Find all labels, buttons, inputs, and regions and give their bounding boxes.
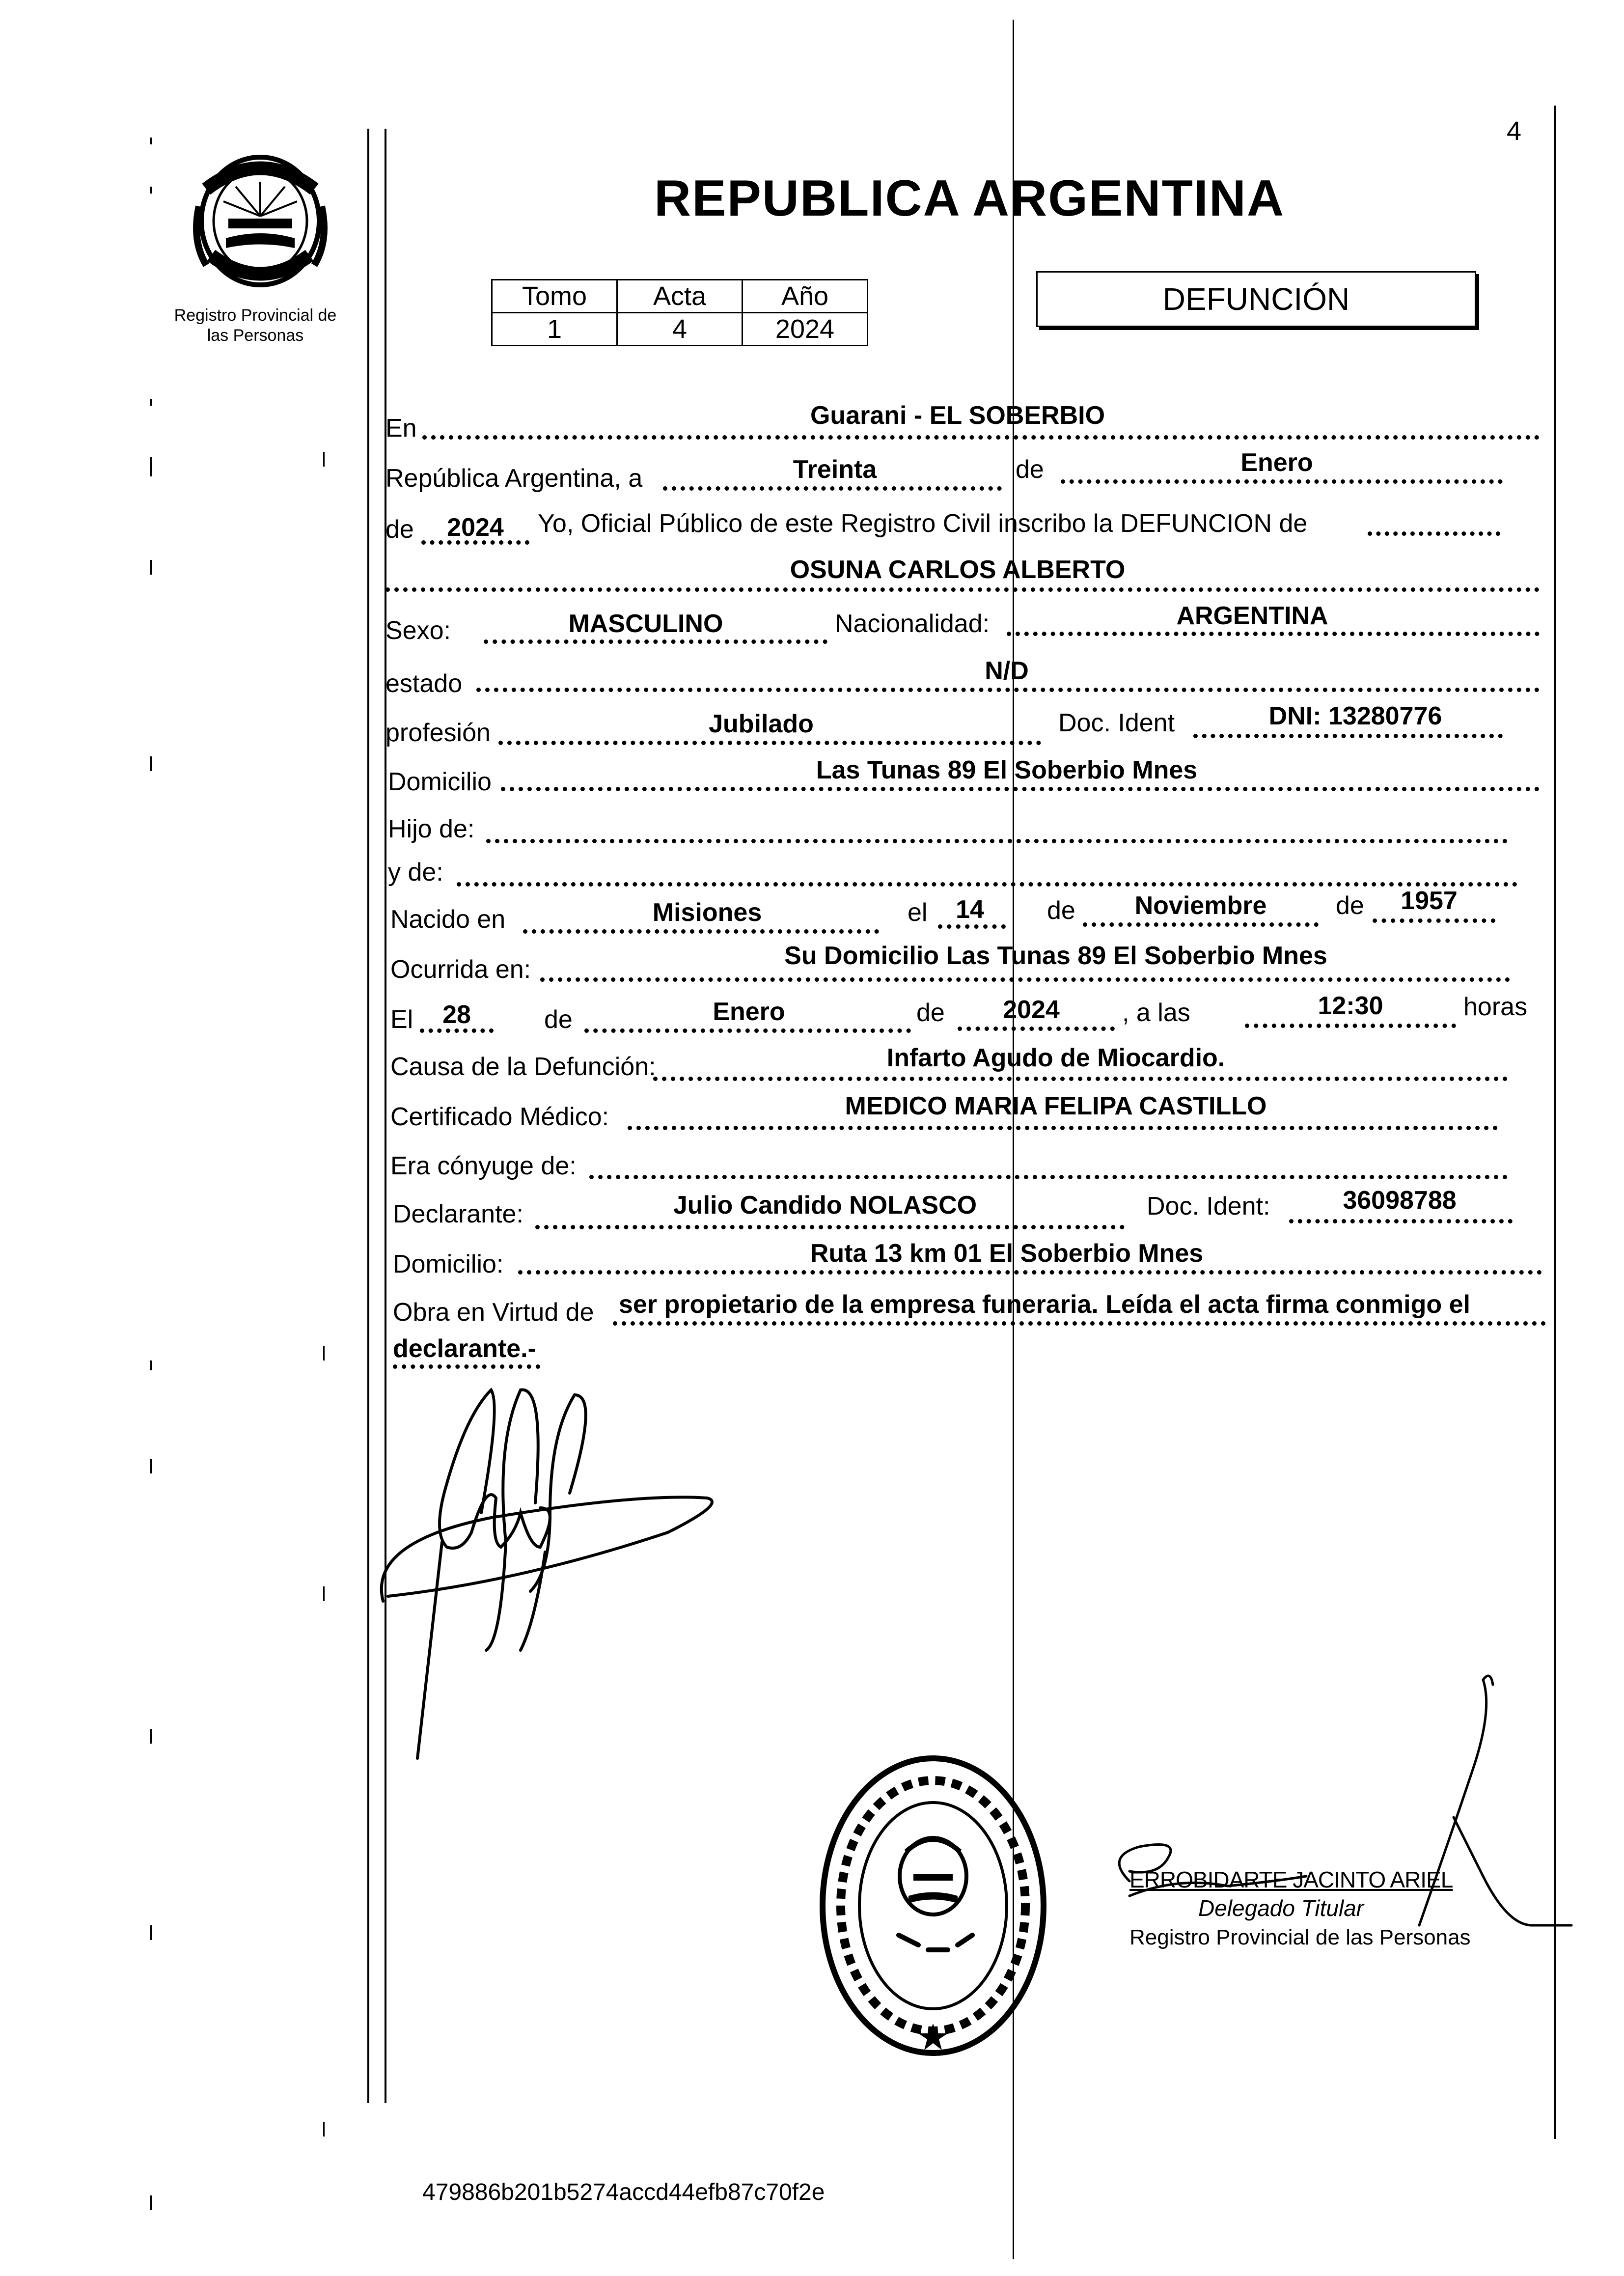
official-institution: Registro Provincial de las Personas — [1129, 1925, 1471, 1949]
estado-label: estado — [385, 669, 463, 698]
day-word: Treinta — [793, 455, 877, 484]
el-label: el — [908, 898, 928, 927]
hijo-label: Hijo de: — [388, 815, 475, 843]
profesion-value: Jubilado — [709, 710, 814, 738]
edge-mark — [150, 1729, 152, 1744]
edge-mark — [150, 187, 152, 194]
page-number: 4 — [1507, 116, 1522, 146]
edge-mark — [150, 399, 152, 406]
anio-value: 2024 — [743, 313, 868, 346]
acta-header: Acta — [617, 280, 743, 313]
certificado-value: MEDICO MARIA FELIPA CASTILLO — [845, 1092, 1267, 1120]
doc-ident-value: DNI: 13280776 — [1268, 702, 1442, 730]
nacido-value: Misiones — [652, 898, 762, 927]
domicilio-label: Domicilio — [388, 768, 492, 796]
birth-year: 1957 — [1401, 887, 1458, 915]
sexo-label: Sexo: — [385, 616, 451, 645]
edge-mark — [150, 560, 152, 575]
de-label-2: de — [385, 515, 414, 544]
registry-stamp — [815, 1749, 1051, 2063]
nacionalidad-label: Nacionalidad: — [835, 610, 990, 638]
birth-day: 14 — [956, 895, 984, 924]
obra-value-line2: declarante.- — [393, 1334, 536, 1363]
birth-month: Noviembre — [1134, 891, 1267, 920]
deceased-name: OSUNA CARLOS ALBERTO — [790, 555, 1126, 584]
decl-domicilio-label: Domicilio: — [393, 1250, 504, 1278]
document-type: DEFUNCIÓN — [1162, 281, 1350, 317]
edge-mark — [150, 1459, 152, 1473]
sexo-value: MASCULINO — [568, 610, 723, 638]
yde-label: y de: — [388, 858, 443, 887]
el-label-2: El — [390, 1005, 413, 1034]
declarante-label: Declarante: — [393, 1200, 523, 1228]
death-time: 12:30 — [1318, 992, 1383, 1020]
ocurrida-value: Su Domicilio Las Tunas 89 El Soberbio Mnes — [784, 942, 1327, 970]
de-label-6: de — [916, 999, 945, 1027]
estado-value: N/D — [985, 657, 1029, 685]
month-value: Enero — [1240, 448, 1313, 477]
obra-value-line1: ser propietario de la empresa funeraria. Leída el acta firma conmigo el — [619, 1290, 1470, 1319]
nacionalidad-value: ARGENTINA — [1176, 602, 1328, 630]
conyuge-label: Era cónyuge de: — [390, 1152, 577, 1180]
institution-label: Registro Provincial de las Personas — [174, 306, 337, 345]
edge-mark — [323, 1586, 325, 1601]
left-margin-rule-outer — [367, 129, 369, 2103]
obra-label: Obra en Virtud de — [393, 1298, 594, 1327]
de-label-3: de — [1047, 896, 1075, 925]
doc-ident-label: Doc. Ident — [1058, 709, 1175, 737]
edge-mark — [150, 138, 152, 144]
edge-mark — [323, 2122, 325, 2137]
document-title: REPUBLICA ARGENTINA — [654, 170, 1285, 227]
decl-doc-label: Doc. Ident: — [1147, 1192, 1270, 1221]
edge-mark — [150, 756, 152, 771]
death-year: 2024 — [1003, 996, 1060, 1024]
official-name: ERROBIDARTE JACINTO ARIEL — [1129, 1867, 1453, 1892]
edge-mark — [150, 457, 152, 476]
alas-label: , a las — [1122, 999, 1190, 1027]
domicilio-value: Las Tunas 89 El Soberbio Mnes — [816, 756, 1198, 784]
ocurrida-label: Ocurrida en: — [390, 955, 531, 984]
tomo-header: Tomo — [492, 280, 617, 313]
en-value: Guarani - EL SOBERBIO — [810, 401, 1105, 430]
edge-mark — [323, 1346, 325, 1360]
edge-mark — [150, 1360, 152, 1370]
acta-value: 4 — [617, 313, 743, 346]
declarante-value: Julio Candido NOLASCO — [673, 1191, 977, 1220]
statement-text: Yo, Oficial Público de este Registro Civil inscribo la DEFUNCION de — [538, 509, 1308, 538]
document-hash: 479886b201b5274accd44efb87c70f2e — [422, 2179, 825, 2205]
de-label-1: de — [1016, 455, 1044, 484]
en-label: En — [385, 414, 417, 443]
decl-domicilio-value: Ruta 13 km 01 El Soberbio Mnes — [810, 1239, 1204, 1268]
causa-label: Causa de la Defunción: — [390, 1053, 656, 1081]
decl-doc-value: 36098788 — [1343, 1186, 1457, 1215]
edge-mark — [150, 1925, 152, 1940]
profesion-label: profesión — [385, 719, 491, 747]
death-month: Enero — [713, 998, 785, 1026]
registry-table — [491, 279, 868, 346]
province-emblem-icon — [187, 142, 334, 290]
document-type-box — [1036, 271, 1476, 327]
de-label-5: de — [544, 1005, 573, 1034]
tomo-value: 1 — [492, 313, 617, 346]
de-label-4: de — [1336, 891, 1364, 920]
horas-label: horas — [1463, 993, 1528, 1021]
anio-header: Año — [743, 280, 868, 313]
republica-label: República Argentina, a — [385, 464, 643, 493]
year-value: 2024 — [447, 513, 504, 542]
certificado-label: Certificado Médico: — [390, 1103, 609, 1131]
death-day: 28 — [442, 1000, 471, 1029]
edge-mark — [323, 452, 325, 467]
edge-mark — [150, 2195, 152, 2210]
causa-value: Infarto Agudo de Miocardio. — [886, 1044, 1225, 1072]
nacido-label: Nacido en — [390, 905, 506, 934]
declarant-signature — [373, 1385, 805, 1778]
official-role: Delegado Titular — [1198, 1895, 1364, 1921]
